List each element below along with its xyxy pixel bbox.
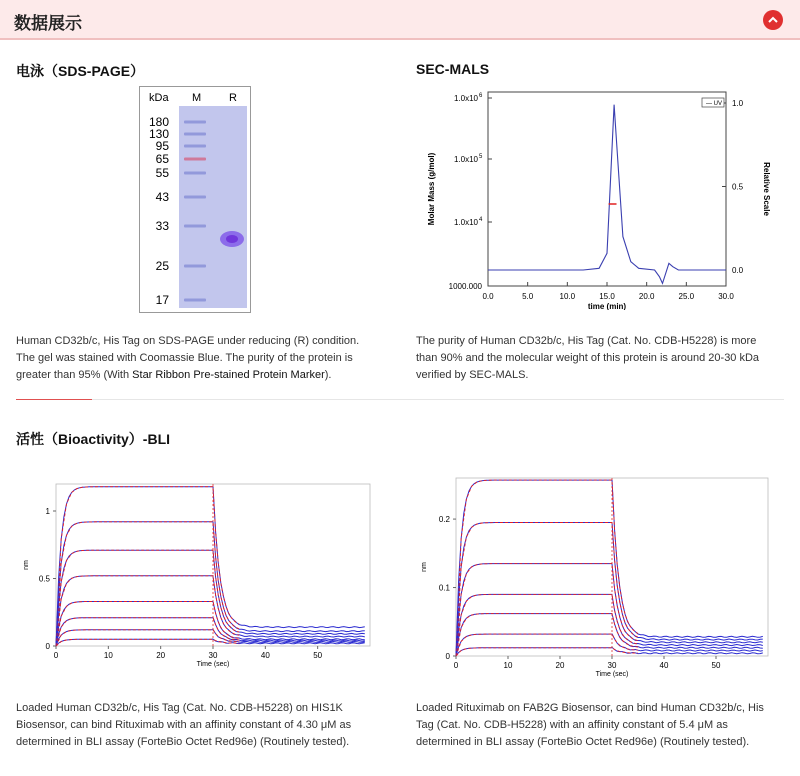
bli-x-tick-label: 10 bbox=[103, 651, 113, 660]
gel-marker-band bbox=[184, 158, 206, 161]
sec-legend-label: — UV bbox=[706, 101, 723, 107]
bli-x-tick-label: 40 bbox=[260, 651, 270, 660]
sec-mals-chart bbox=[420, 84, 780, 310]
sds-page-title: 电泳（SDS-PAGE） bbox=[16, 63, 145, 79]
sds-gel-image bbox=[139, 86, 251, 313]
sec-y-tick-exponent: 5 bbox=[479, 154, 483, 160]
gel-marker-label: 95 bbox=[155, 139, 169, 153]
bli-x-axis-label: Time (sec) bbox=[595, 671, 629, 678]
chevron-up-icon bbox=[763, 10, 783, 30]
sds-caption-line-2: The gel was stained with Coomassie Blue. The purity of the protein is bbox=[16, 352, 353, 364]
bli-x-tick-label: 50 bbox=[711, 661, 721, 670]
data-display-header bbox=[0, 0, 800, 40]
section-header-title: 数据展示 bbox=[14, 14, 82, 33]
sec-x-tick-label: 5.0 bbox=[522, 292, 534, 301]
sds-caption-line-3: greater than 95% (With Star Ribbon Pre-stained Protein Marker). bbox=[16, 369, 332, 381]
gel-marker-band bbox=[184, 225, 206, 228]
bli-left-caption bbox=[16, 700, 351, 751]
gel-marker-band bbox=[184, 172, 206, 175]
bli-left-caption-line-3: determined in BLI assay (ForteBio Octet Red96e) (Routinely tested). bbox=[16, 736, 350, 748]
sds-caption bbox=[16, 333, 359, 384]
sec-x-tick-label: 20.0 bbox=[638, 292, 655, 301]
gel-lane-r-label: R bbox=[229, 92, 237, 104]
sec-y-tick-exponent: 4 bbox=[479, 217, 483, 223]
bli-x-tick-label: 20 bbox=[555, 661, 565, 670]
sec-caption-line-1: The purity of Human CD32b/c, His Tag (Cat. No. CDB-H5228) is more bbox=[416, 335, 757, 347]
sec-y2-axis-label: Relative Scale bbox=[762, 162, 771, 216]
sec-y-tick-exponent: 6 bbox=[479, 93, 483, 99]
sec-y-tick-label: 1000.000 bbox=[448, 282, 482, 291]
gel-marker-label: 180 bbox=[148, 115, 169, 129]
sec-caption-line-3: verified by SEC-MALS. bbox=[416, 369, 529, 381]
sec-x-tick-label: 15.0 bbox=[599, 292, 615, 301]
sec-y-tick-label: 1.0x10 bbox=[453, 218, 478, 227]
bli-right-caption-line-1: Loaded Rituximab on FAB2G Biosensor, can bind Human CD32b/c, His bbox=[416, 702, 764, 714]
bli-left-chart bbox=[16, 476, 374, 672]
bli-x-tick-label: 40 bbox=[659, 661, 669, 670]
gel-marker-band bbox=[184, 145, 206, 148]
gel-marker-band bbox=[184, 196, 206, 199]
sec-y2-tick-label: 1.0 bbox=[732, 99, 744, 108]
sec-y-axis-label: Molar Mass (g/mol) bbox=[427, 152, 436, 226]
gel-marker-label: 130 bbox=[148, 127, 169, 141]
gel-lane-m-label: M bbox=[192, 92, 202, 104]
sec-y-tick-label: 1.0x10 bbox=[453, 94, 478, 103]
bli-x-tick-label: 20 bbox=[156, 651, 166, 660]
bli-x-tick-label: 30 bbox=[607, 661, 617, 670]
gel-marker-label: 25 bbox=[155, 259, 169, 273]
bli-y-tick-label: 1 bbox=[45, 507, 50, 516]
sec-y2-tick-label: 0.5 bbox=[732, 182, 744, 192]
gel-marker-band bbox=[184, 265, 206, 268]
marker-link[interactable]: Star Ribbon Pre-stained Protein Marker bbox=[132, 369, 325, 381]
sec-plot-area bbox=[488, 92, 726, 286]
sec-y-tick-label: 1.0x10 bbox=[453, 155, 478, 164]
bli-y-tick-label: 0 bbox=[45, 642, 50, 651]
collapse-button[interactable] bbox=[763, 10, 783, 30]
sec-y2-tick-label: 0.0 bbox=[732, 266, 744, 275]
sds-caption-line-1: Human CD32b/c, His Tag on SDS-PAGE under reducing (R) condition. bbox=[16, 335, 360, 347]
gel-marker-label: 65 bbox=[155, 152, 169, 166]
bli-x-axis-label: Time (sec) bbox=[196, 661, 230, 668]
bli-y-axis-label: nm bbox=[421, 562, 428, 572]
bli-x-tick-label: 0 bbox=[453, 661, 459, 670]
bli-right-caption bbox=[416, 700, 764, 751]
sec-x-tick-label: 25.0 bbox=[678, 292, 695, 301]
gel-marker-band bbox=[184, 133, 206, 136]
gel-marker-label: 43 bbox=[155, 190, 169, 204]
sec-caption-line-2: than 90% and the molecular weight of this protein is around 20-30 kDa bbox=[416, 352, 760, 364]
gel-marker-band bbox=[184, 299, 206, 302]
bli-right-caption-line-3: determined in BLI assay (ForteBio Octet Red96e) (Routinely tested). bbox=[416, 736, 750, 748]
sec-x-tick-label: 30.0 bbox=[718, 292, 734, 301]
bli-x-tick-label: 0 bbox=[53, 651, 59, 660]
section-divider bbox=[16, 399, 784, 400]
bli-y-tick-label: 0.1 bbox=[438, 583, 450, 593]
sec-x-tick-label: 0.0 bbox=[482, 292, 494, 301]
bli-y-tick-label: 0.2 bbox=[438, 515, 450, 525]
gel-marker-label: 17 bbox=[155, 293, 169, 307]
sec-mals-title: SEC-MALS bbox=[416, 61, 490, 77]
sec-caption bbox=[416, 333, 759, 384]
gel-marker-label: 33 bbox=[155, 219, 169, 233]
sec-x-axis-label: time (min) bbox=[587, 302, 627, 310]
gel-kda-label: kDa bbox=[149, 92, 169, 104]
bli-x-tick-label: 30 bbox=[208, 651, 218, 660]
bli-right-chart bbox=[414, 474, 772, 688]
bli-x-tick-label: 50 bbox=[313, 651, 323, 660]
bli-right-caption-line-2: Tag (Cat. No. CDB-H5228) with an affinity constant of 5.4 μM as bbox=[416, 719, 728, 731]
bli-title: 活性（Bioactivity）-BLI bbox=[16, 431, 171, 447]
bli-y-axis-label: nm bbox=[23, 560, 30, 570]
sec-x-tick-label: 10.0 bbox=[559, 292, 576, 301]
bli-left-caption-line-1: Loaded Human CD32b/c, His Tag (Cat. No. CDB-H5228) on HIS1K bbox=[16, 702, 343, 714]
bli-y-tick-label: 0.5 bbox=[38, 574, 50, 584]
gel-marker-label: 55 bbox=[155, 166, 169, 180]
gel-marker-band bbox=[184, 121, 206, 124]
bli-y-tick-label: 0 bbox=[445, 652, 450, 661]
bli-left-caption-line-2: Biosensor, can bind Rituximab with an affinity constant of 4.30 μM as bbox=[16, 719, 352, 731]
bli-x-tick-label: 10 bbox=[503, 661, 513, 670]
